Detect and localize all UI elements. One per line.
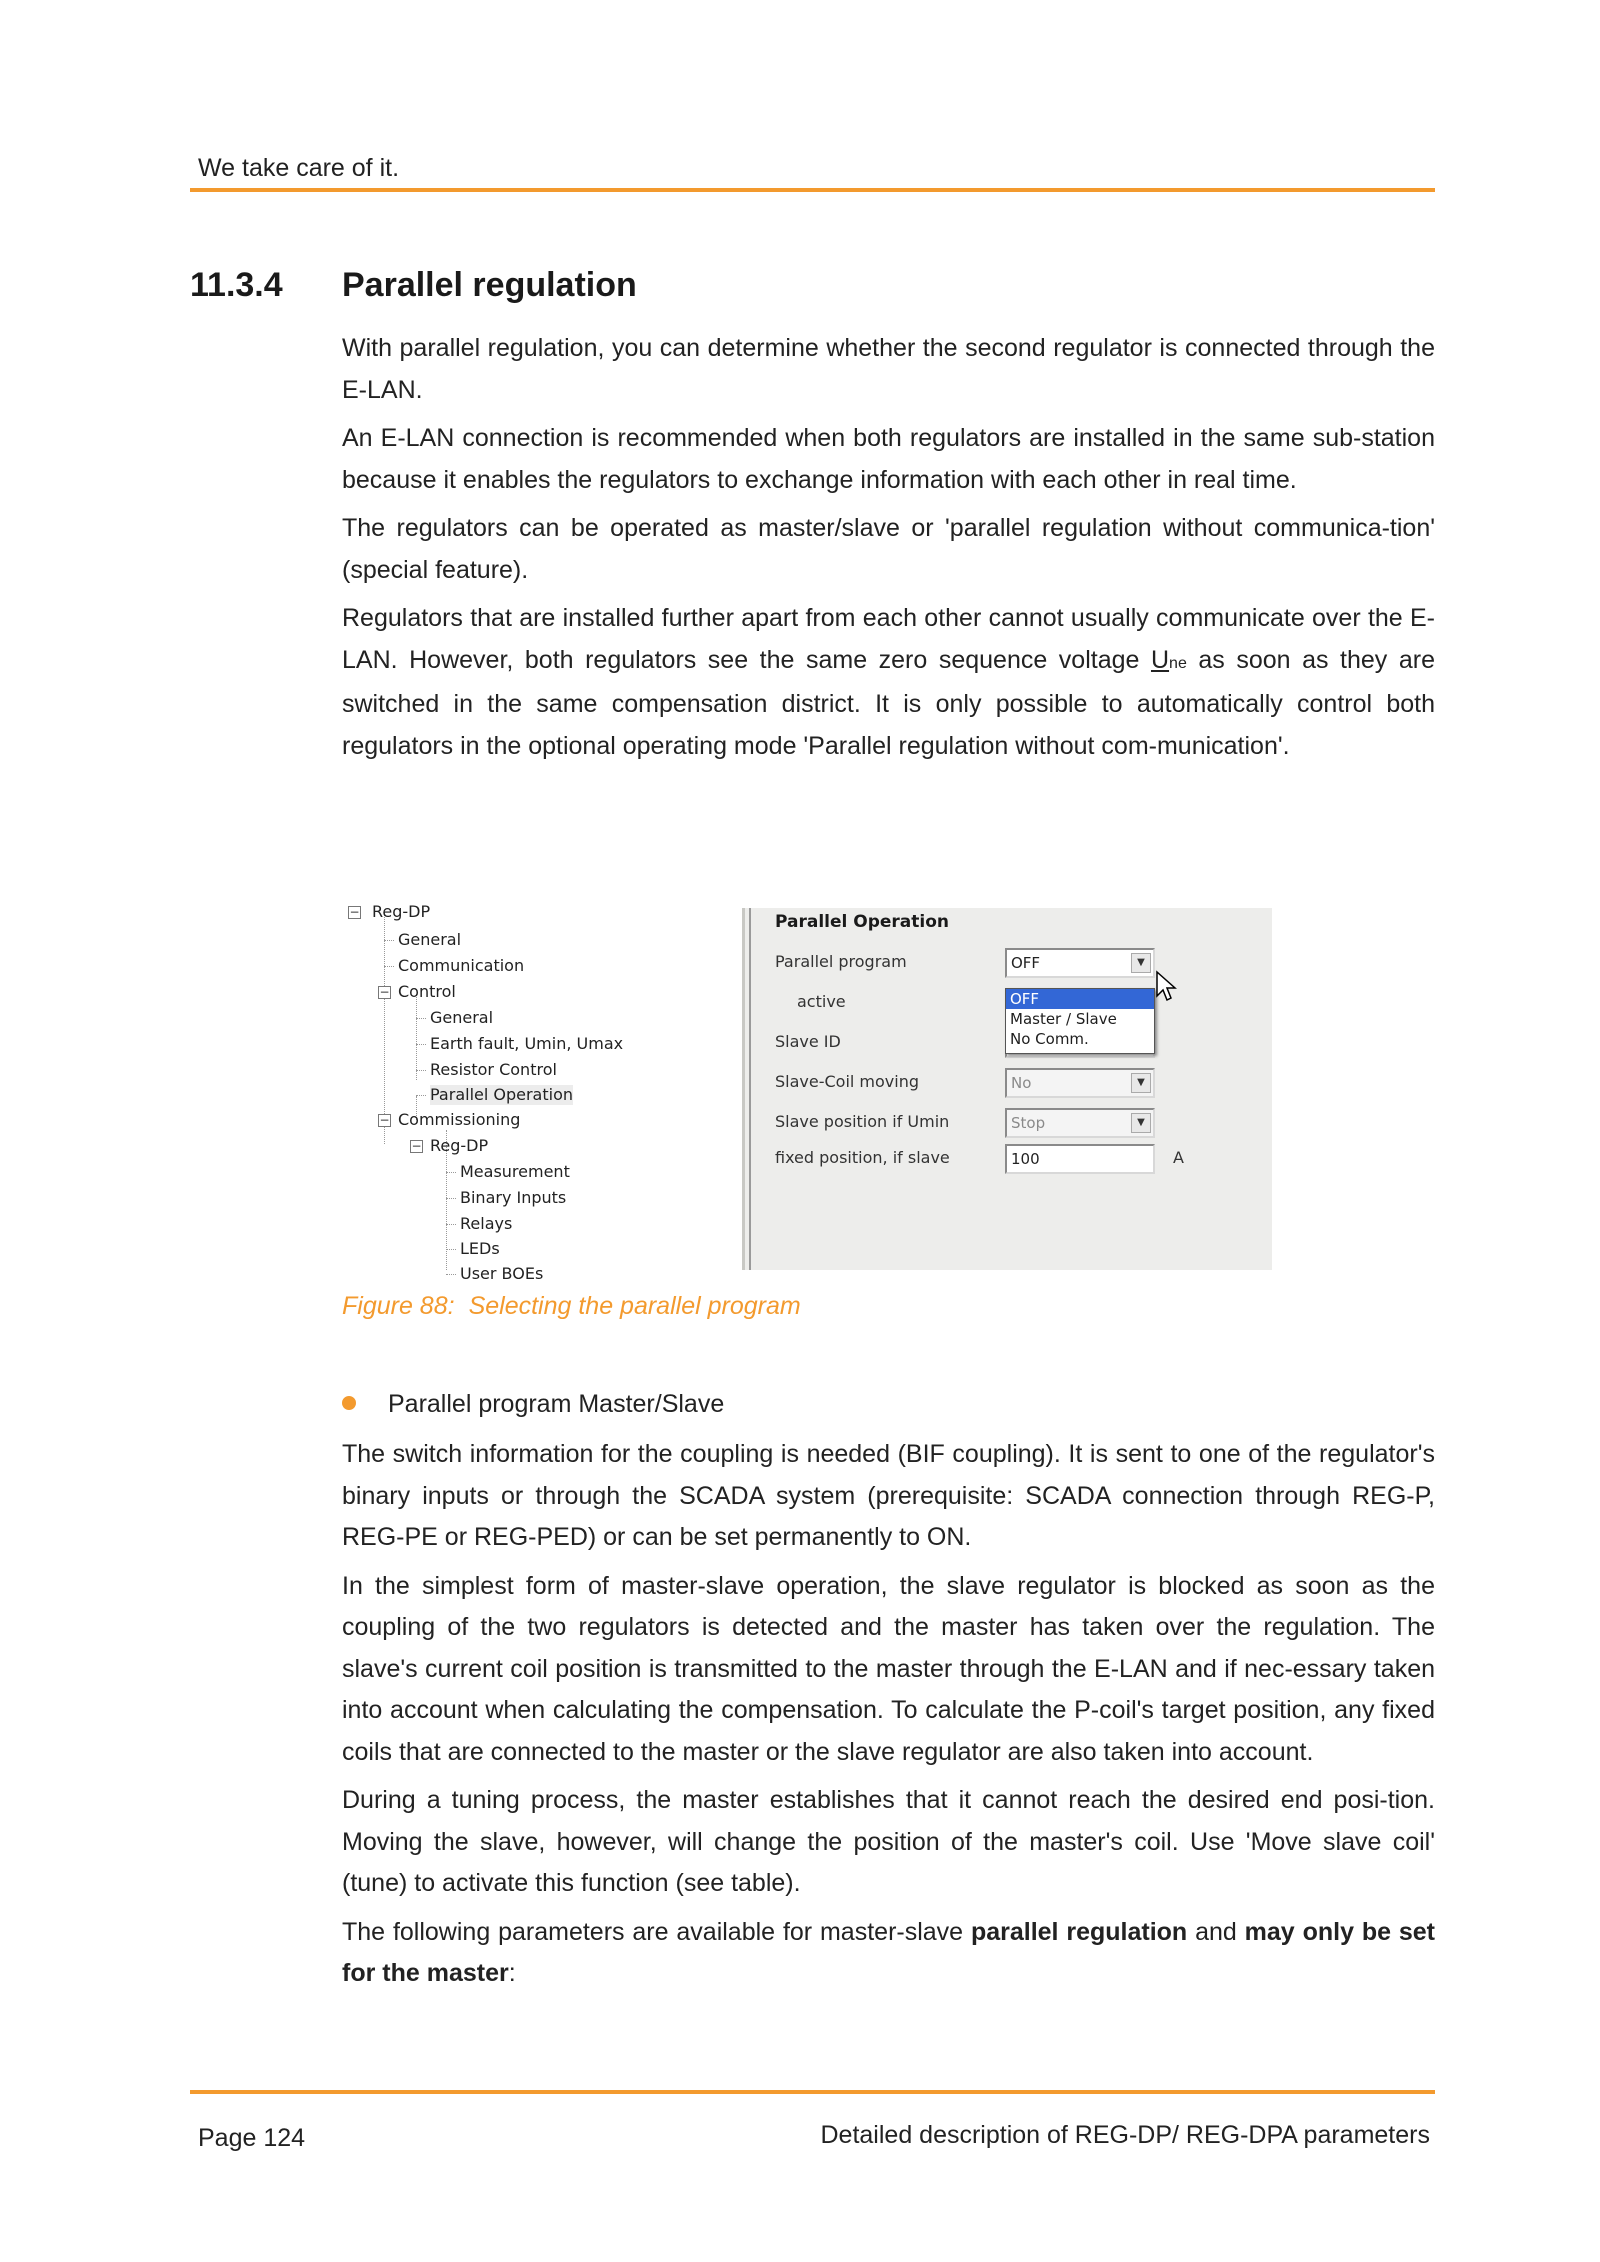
parallel-program-label: Parallel program [775,952,907,971]
parallel-program-value: OFF [1011,954,1041,972]
paragraph-8-part1: The following parameters are available for master-slave [342,1917,971,1946]
tree-item-parallel-operation[interactable]: Parallel Operation [430,1085,574,1104]
paragraph-1: With parallel regulation, you can determine whether the second regulator is connected through the E-LAN. [342,334,1435,404]
slave-coil-moving-label: Slave-Coil moving [775,1072,920,1091]
paragraph-8-bold2: may only be set for the master [342,1917,1436,1987]
tree-item-control[interactable]: Control [398,982,456,1001]
collapse-icon[interactable]: − [379,985,390,999]
paragraph-8-bold1: parallel regulation [970,1917,1188,1946]
intro-text [342,328,1435,774]
tree-item-control-general[interactable]: General [430,1008,494,1027]
bullet-dot-icon [342,1396,356,1410]
slave-id-label: Slave ID [775,1032,841,1051]
slave-position-umin-select[interactable] [1005,1108,1155,1138]
dropdown-option-master-slave[interactable]: Master / Slave [1010,1010,1117,1028]
section-title: Parallel regulation [342,266,637,304]
tree-item-resistor-control[interactable]: Resistor Control [430,1060,557,1079]
tree-item-commissioning-reg-dp[interactable]: Reg-DP [430,1136,489,1155]
footer-rule [190,2090,1435,2094]
parallel-program-select[interactable] [1005,948,1155,978]
tree-item-relays[interactable]: Relays [460,1214,513,1233]
figure-screenshot [342,898,1272,1283]
footer-title: Detailed description of REG-DP/ REG-DPA parameters [820,2121,1430,2149]
figure-caption [342,1292,801,1321]
collapse-icon[interactable]: − [411,1139,422,1153]
active-label: active [797,992,846,1011]
voltage-subscript: ne [1169,654,1187,672]
fixed-position-input[interactable] [1005,1144,1155,1174]
caption-label: Figure 88: [342,1292,455,1320]
tree-item-communication[interactable]: Communication [398,956,525,975]
parallel-operation-panel [742,908,1272,1270]
mouse-cursor-icon [1155,970,1177,1002]
paragraph-8-part2: and [1187,1917,1245,1946]
parallel-program-dropdown[interactable] [1005,988,1155,1054]
chevron-down-icon[interactable]: ▼ [1131,1113,1151,1133]
section-number: 11.3.4 [190,266,283,304]
paragraph-6: In the simplest form of master-slave operation, the slave regulator is blocked as soon as the coupling of the two regulators is detected and the master has taken over the regulation. The slave's current coil position is transmitted to the master through the E-LAN and if nec-essary taken into account when calculating the compensation. To calculate the P-coil's target position, any fixed coils that are connected to the master or the slave regulator are also taken into account. [342,1571,1435,1766]
dropdown-option-no-comm[interactable]: No Comm. [1010,1030,1089,1048]
fixed-position-unit: A [1173,1148,1184,1167]
fixed-position-label: fixed position, if slave [775,1148,950,1167]
bullet-text: Parallel program Master/Slave [388,1390,725,1418]
bullet-item [342,1384,724,1426]
dropdown-option-off[interactable]: OFF [1006,989,1154,1009]
paragraph-4 [342,598,1435,767]
settings-tree [342,898,712,1283]
page-header: We take care of it. [198,154,400,182]
slave-position-umin-value: Stop [1011,1114,1046,1132]
tree-item-leds[interactable]: LEDs [460,1239,500,1258]
voltage-symbol: U [1150,645,1170,674]
paragraph-4-part2: as soon as they are switched in the same compensation district. It is only possible to automatically control both regulators in the optional operating mode 'Parallel regulation without com-munication'. [342,645,1435,760]
paragraph-2: An E-LAN connection is recommended when both regulators are installed in the same sub-station because it enables the regulators to exchange information with each other in real time. [342,424,1435,494]
paragraph-8-part3: : [508,1959,516,1987]
paragraph-8 [342,1912,1435,1995]
paragraph-7: During a tuning process, the master establishes that it cannot reach the desired end posi-tion. Moving the slave, however, will change the position of the master's coil. Use 'Move slave coil' (tune) to activate this function (see table). [342,1786,1435,1897]
chevron-down-icon[interactable]: ▼ [1131,953,1151,973]
fixed-position-value: 100 [1011,1150,1040,1168]
panel-title: Parallel Operation [775,912,950,932]
tree-item-commissioning[interactable]: Commissioning [398,1110,521,1129]
slave-coil-moving-value: No [1011,1074,1032,1092]
page-number: Page 124 [198,2124,306,2152]
paragraph-4-part1: Regulators that are installed further apart from each other cannot usually communicate over the E-LAN. However, both regulators see the same zero sequence voltage [342,604,1435,674]
tree-item-general[interactable]: General [398,930,462,949]
caption-text: Selecting the parallel program [468,1292,801,1320]
slave-position-umin-label: Slave position if Umin [775,1112,950,1131]
chevron-down-icon[interactable]: ▼ [1131,1073,1151,1093]
master-slave-text [342,1434,1435,2002]
tree-item-measurement[interactable]: Measurement [460,1162,570,1181]
collapse-icon[interactable]: − [379,1113,390,1127]
header-rule [190,188,1435,192]
tree-item-user-boes[interactable]: User BOEs [460,1264,544,1283]
tree-item-reg-dp[interactable]: Reg-DP [372,902,431,921]
tree-item-earth-fault[interactable]: Earth fault, Umin, Umax [430,1034,624,1053]
paragraph-3: The regulators can be operated as master/slave or 'parallel regulation without communica-tion' (special feature). [342,514,1435,584]
slave-coil-moving-select[interactable] [1005,1068,1155,1098]
tree-item-binary-inputs[interactable]: Binary Inputs [460,1188,567,1207]
collapse-icon[interactable]: − [349,905,360,919]
section-heading [190,266,637,305]
panel-divider [749,908,751,1270]
paragraph-5: The switch information for the coupling is needed (BIF coupling). It is sent to one of the regulator's binary inputs or through the SCADA system (prerequisite: SCADA connection through REG-P, REG-PE or REG-PED) or can be set permanently to ON. [342,1440,1435,1551]
